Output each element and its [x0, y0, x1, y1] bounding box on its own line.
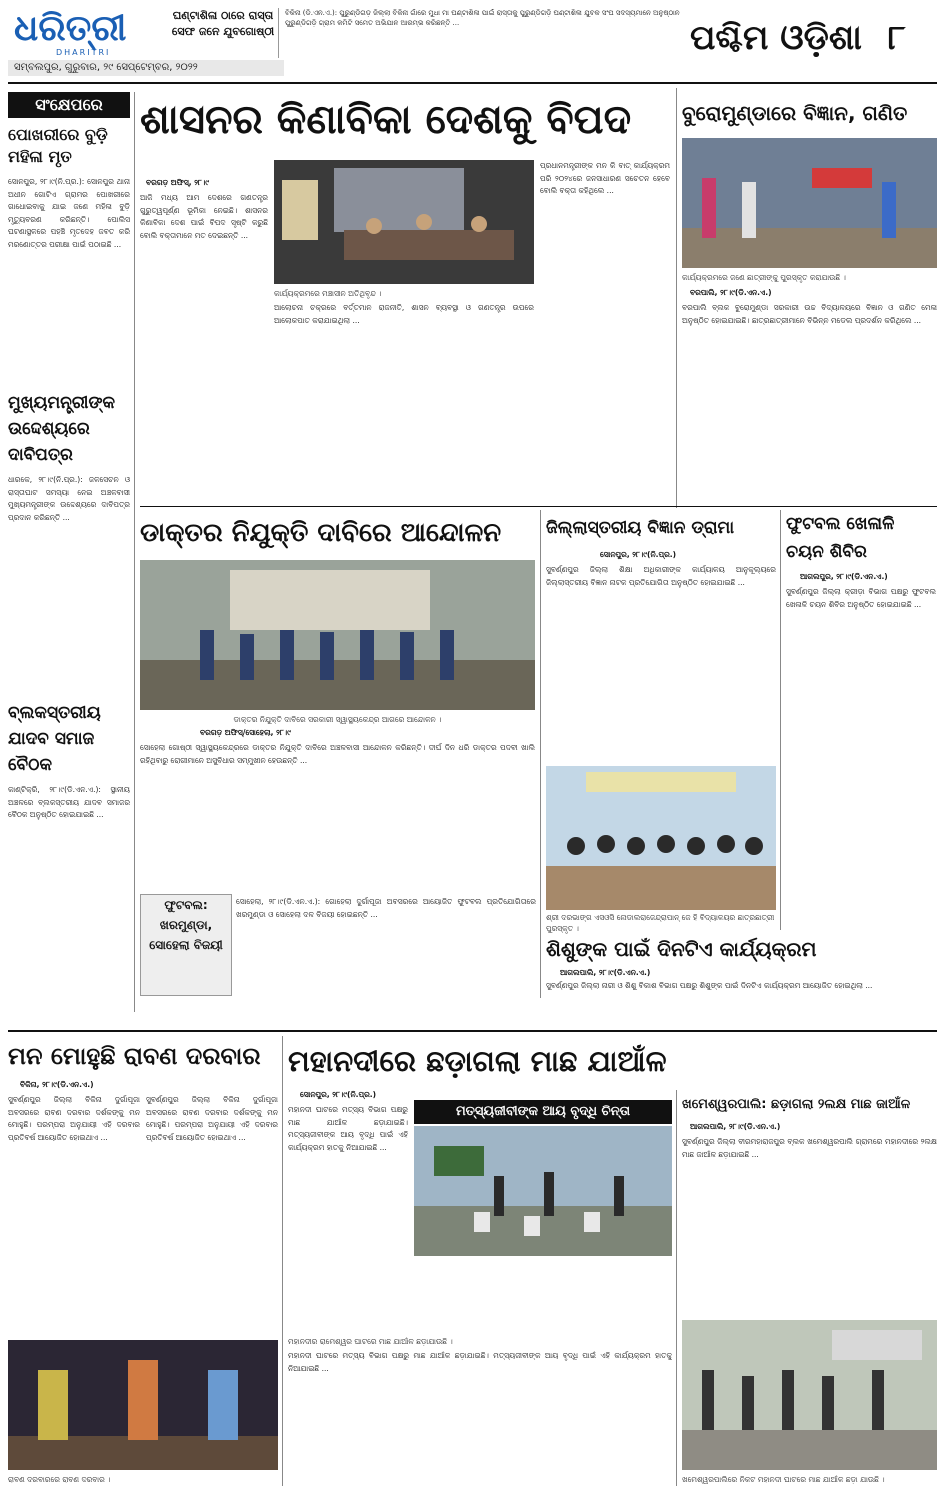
column-divider: [282, 1036, 283, 1486]
promo-box: ଘଣ୍ଟାଶିଳା ଠାରେ ରାସ୍ତା ସେଫ ଜନେ ଯୁବଗୋଷ୍ଠୀ: [168, 8, 279, 58]
khand-dateline: ଆଗଲପାଲି, ୨୮।୯(ଡି.ଏନ.ଏ.): [690, 1122, 781, 1131]
lead-photo: [274, 160, 534, 284]
brief-box-title: ସଂକ୍ଷେପରେ: [8, 92, 130, 118]
khand-body: ସୁବର୍ଣ୍ଣପୁର ଜିଲ୍ଲା ବୀରମହାରାଜପୁର ବ୍ଲକ ଖମେଶ୍ୱରପାଲି ଗ୍ରାମରେ ମହାନଦୀରେ ୨ଲକ୍ଷ ମାଛ ଜାଆଁଳ ଛଡ଼ାଯାଇଛି ...: [682, 1137, 937, 1159]
khand-photo: [682, 1320, 937, 1470]
lead-body-2: ଆଲୋଚନା ଚକ୍ରରେ ବର୍ତ୍ତମାନ ରାଜନୀତି, ଶାସନ ବ୍ୟବସ୍ଥା ଓ ଗଣତନ୍ତ୍ର ଉପରେ ଆଲୋକପାତ କରାଯାଇଥିଲା ...: [274, 303, 534, 325]
article-headline: ବ୍ଲକସ୍ତରୀୟ ଯାଦବ ସମାଜ ବୈଠକ: [8, 703, 101, 775]
fair-photo-caption: କାର୍ଯ୍ୟକ୍ରମରେ ଜଣେ ଛାତ୍ରୀଙ୍କୁ ପୁରସ୍କୃତ କରାଯାଉଛି ।: [682, 273, 846, 282]
lead-dateline: ବରଗଡ଼ ଅଫିସ୍, ୨୮।୯: [146, 178, 209, 187]
ravan-dateline: ବିକିନା, ୨୮।୯(ଡି.ଏନ.ଏ.): [20, 1080, 94, 1089]
football-body: ସୋହେଲା, ୨୮।୯(ଡି.ଏନ.ଏ.): ଗୋହେଲା ଦୁର୍ଗାପୂଜା ଅବସରରେ ଆୟୋଜିତ ଫୁଟବଲ ପ୍ରତିଯୋଗିତାରେ ଖରମୁଣ୍ଡା ଓ ସୋହେଲା ଦଳ ବିଜୟୀ ହୋଇଛନ୍ତି ...: [236, 897, 536, 919]
kids-body: ସୁବର୍ଣ୍ଣପୁର ଜିଲ୍ଲା ନାରୀ ଓ ଶିଶୁ ବିକାଶ ବିଭାଗ ପକ୍ଷରୁ ଶିଶୁଙ୍କ ପାଇଁ ଦିନଟିଏ କାର୍ଯ୍ୟକ୍ରମ ଆୟୋଜିତ ହୋଇଥିଲା ...: [546, 981, 873, 990]
khand-headline: ଖମେଶ୍ୱରପାଲି: ଛଡ଼ାଗଲା ୨ଲକ୍ଷ ମାଛ ଜାଆଁଳ: [682, 1097, 911, 1112]
doctor-body: ସୋହେଲା ଗୋଷ୍ଠୀ ସ୍ୱାସ୍ଥ୍ୟକେନ୍ଦ୍ରରେ ଡାକ୍ତର ନିଯୁକ୍ତି ଦାବିରେ ଅଞ୍ଚଳବାସୀ ଆନ୍ଦୋଳନ କରିଛନ୍ତି। ଦୀର୍ଘ ଦିନ ଧରି ଡାକ୍ତର ପଦବୀ ଖାଲି ରହିଥିବାରୁ ରୋଗୀମାନେ ଅସୁବିଧାର ସମ୍ମୁଖୀନ ହେଉଛନ୍ତି ...: [140, 743, 535, 765]
section-rule: [140, 506, 937, 507]
column-divider: [780, 510, 781, 930]
doctor-photo-caption: ଡାକ୍ତର ନିଯୁକ୍ତି ଦାବିରେ ସରକାରୀ ସ୍ୱାସ୍ଥ୍ୟକେନ୍ଦ୍ର ଆଗରେ ଆନ୍ଦୋଳନ ।: [233, 715, 442, 724]
ravan-photo-svg: [8, 1340, 278, 1470]
ravan-photo: [8, 1340, 278, 1470]
lead-photo-svg: [274, 160, 534, 284]
doctor-headline: ଡାକ୍ତର ନିଯୁକ୍ତି ଦାବିରେ ଆନ୍ଦୋଳନ: [140, 518, 502, 548]
fair-photo: [682, 138, 937, 268]
masthead-logo: [14, 8, 154, 58]
column-divider: [676, 88, 677, 508]
drama-dateline: ସୋନପୁର, ୨୮।୯(ନି.ପ୍ର.): [600, 550, 677, 559]
column-divider: [540, 510, 541, 998]
bottom-rule: [8, 1030, 937, 1032]
drama-photo-caption: ଶ୍ରୀ ଦରଭାଙ୍ଗ ଏସଓସି ନୋଡାଲରାଜେନ୍ଦ୍ରାପାନ୍ ଜେ ହି ବିଦ୍ୟାଳୟର ଛାତ୍ରଛାତ୍ରୀ ପୁରସ୍କୃତ ।: [546, 913, 775, 933]
fair-dateline: ବରପାଲି, ୨୮।୯(ଡି.ଏନ.ଏ.): [690, 288, 772, 297]
fair-headline: ବୁରୋମୁଣ୍ଡାରେ ବିଜ୍ଞାନ, ଗଣିତ: [682, 101, 908, 125]
doctor-photo-svg: [140, 560, 535, 710]
logo-text: ଧରିତ୍ରୀ: [14, 7, 127, 49]
drama-headline: ଜିଲ୍ଲାସ୍ତରୀୟ ବିଜ୍ଞାନ ଡ୍ରାମା: [546, 518, 735, 538]
lead-body-3: ପ୍ରଧାନମନ୍ତ୍ରୀଙ୍କ ମନ କି ବାତ୍ କାର୍ଯ୍ୟକ୍ରମ ପରି ୨୦୨୪ରେ ଜନସାଧାରଣ ସଚେତନ ହେବେ ବୋଲି ବକ୍ତା କହିଥିଲେ ...: [540, 161, 670, 196]
ravan-body-2: ସୁବର୍ଣ୍ଣପୁର ଜିଲ୍ଲା ବିକିନା ଦୁର୍ଗାପୂଜା ଅବସରରେ ରାବଣ ଦରବାର ଦର୍ଶକଙ୍କୁ ମନ ମୋହୁଛି। ପରମ୍ପରା ଅନୁଯାୟୀ ଏହି ଦରବାର ପ୍ରତିବର୍ଷ ଆୟୋଜିତ ହୋଇଥାଏ ...: [146, 1095, 278, 1142]
top-strip-story: ବିକିନା (ଡି.ଏନ.ଏ.): ପୁରୁଣ୍ଡିଗଡ଼ ଜିଲ୍ଲା ବିକିନା ଗାଁରେ ମୁଧା ମା ଘଣ୍ଟାଶିଳା ପାଇଁ ରାସ୍ତାକୁ ପୁରୁଣ୍ଡିଗଡ଼ି ଘଣ୍ଟାଶିଳା ଯୁବକ ସଂଘ ସଦସ୍ୟମାନେ ଅନୁଷ୍ଠାନ ପୁରୁଣ୍ଡିଗଡ଼ି ଗ୍ରାମ କମିଟି ସମେତ ଅଭିଯାନ ଆରମ୍ଭ କରିଛନ୍ତି ...: [285, 9, 680, 27]
ravan-headline: ମନ ମୋହୁଛି ରାବଣ ଦରବାର: [8, 1042, 261, 1070]
page-number: ୮: [887, 18, 906, 58]
ravan-photo-caption: ରାବଣ ଦରବାରରେ ରାବଣ ଦରବାର ।: [8, 1475, 111, 1484]
fish-body-2: ମହାନଦୀ ଘାଟରେ ମତ୍ସ୍ୟ ବିଭାଗ ପକ୍ଷରୁ ମାଛ ଯାଆଁଳ ଛଡ଼ାଯାଇଛି। ମତ୍ସ୍ୟଜୀବୀଙ୍କ ଆୟ ବୃଦ୍ଧି ପାଇଁ ଏହି କାର୍ଯ୍ୟକ୍ରମ ହାତକୁ ନିଆଯାଇଛି ...: [288, 1351, 672, 1373]
section-title: [690, 10, 935, 66]
fish-photo: [414, 1126, 672, 1256]
drama-photo-svg: [546, 766, 776, 910]
khand-photo-svg: [682, 1320, 937, 1470]
lead-photo-caption: କାର୍ଯ୍ୟକ୍ରମରେ ମଞ୍ଚାସୀନ ଅତିଥିବୃନ୍ଦ ।: [274, 289, 382, 298]
logo-subtitle: DHARITRI: [56, 48, 111, 57]
doctor-dateline: ବରଗଡ଼ ଅଫିସ୍/ସୋହେଲା, ୨୮।୯: [200, 728, 291, 737]
fish-body: ମହାନଦୀ ଘାଟରେ ମତ୍ସ୍ୟ ବିଭାଗ ପକ୍ଷରୁ ମାଛ ଯାଆଁଳ ଛଡ଼ାଯାଇଛି। ମତ୍ସ୍ୟଜୀବୀଙ୍କ ଆୟ ବୃଦ୍ଧି ପାଇଁ ଏହି କାର୍ଯ୍ୟକ୍ରମ ହାତକୁ ନିଆଯାଇଛି ...: [288, 1105, 408, 1152]
drama-body: ସୁବର୍ଣ୍ଣପୁର ଜିଲ୍ଲା ଶିକ୍ଷା ଅଧିକାରୀଙ୍କ କାର୍ଯ୍ୟାଳୟ ଆନୁକୂଲ୍ୟରେ ଜିଲ୍ଲାସ୍ତରୀୟ ବିଜ୍ଞାନ ନାଟକ ପ୍ରତିଯୋଗିତା ଅନୁଷ୍ଠିତ ହୋଇଯାଇଛି ...: [546, 565, 776, 587]
kids-headline: ଶିଶୁଙ୍କ ପାଇଁ ଦିନଟିଏ କାର୍ଯ୍ୟକ୍ରମ: [546, 937, 817, 961]
article-headline: ମୁଖ୍ୟମନ୍ତ୍ରୀଙ୍କ ଉଦ୍ଦେଶ୍ୟରେ ଦାବିପତ୍ର: [8, 393, 116, 465]
football-camp-body: ସୁବର୍ଣ୍ଣପୁର ଜିଲ୍ଲା କ୍ରୀଡ଼ା ବିଭାଗ ପକ୍ଷରୁ ଫୁଟବଲ ଖେଳାଳି ଚୟନ ଶିବିର ଅନୁଷ୍ଠିତ ହୋଇଯାଇଛି ...: [786, 587, 936, 609]
top-rule: [8, 82, 937, 84]
ravan-body: ସୁବର୍ଣ୍ଣପୁର ଜିଲ୍ଲା ବିକିନା ଦୁର୍ଗାପୂଜା ଅବସରରେ ରାବଣ ଦରବାର ଦର୍ଶକଙ୍କୁ ମନ ମୋହୁଛି। ପରମ୍ପରା ଅନୁଯାୟୀ ଏହି ଦରବାର ପ୍ରତିବର୍ଷ ଆୟୋଜିତ ହୋଇଥାଏ ...: [8, 1095, 140, 1142]
article-body: ସୋନପୁର, ୨୮।୯(ନି.ପ୍ର.): ସୋନପୁର ଥାନା ଅଧୀନ ଗୋଟିଏ ଗ୍ରାମର ପୋଖରୀରେ ଗାଧୋଇବାକୁ ଯାଇ ଜଣେ ମହିଳା ବୁଡ଼ି ମୃତ୍ୟୁବରଣ କରିଛନ୍ତି। ପୋଲିସ ଘଟଣାସ୍ଥଳରେ ପହଞ୍ଚି ମୃତଦେହ ଜବତ କରି ମରଣୋତ୍ତର ପରୀକ୍ଷା ପାଇଁ ପଠାଇଛି ...: [8, 177, 130, 249]
article-body: ଧାରକେ, ୨୮।୯(ନି.ପ୍ର.): ଜଳସେଚନ ଓ ରାସ୍ତାଘାଟ ସମସ୍ୟା ନେଇ ଅଞ୍ଚଳବାସୀ ମୁଖ୍ୟମନ୍ତ୍ରୀଙ୍କ ଉଦ୍ଦେଶ୍ୟରେ ଦାବିପତ୍ର ପ୍ରଦାନ କରିଛନ୍ତି ...: [8, 475, 130, 522]
football-camp-headline: ଫୁଟବଲ ଖେଳାଳି ଚୟନ ଶିବିର: [786, 514, 895, 562]
dateline-bar: ସମ୍ବଲପୁର, ଗୁରୁବାର, ୨୯ ସେପ୍ଟେମ୍ବର, ୨୦୨୨: [8, 60, 284, 76]
article-body: କାଣ୍ଟିକ୍ରି, ୨୮।୯(ଡି.ଏନ.ଏ.): ସ୍ଥାନୀୟ ଅଞ୍ଚଳରେ ବ୍ଲକସ୍ତରୀୟ ଯାଦବ ସମାଜର ବୈଠକ ଅନୁଷ୍ଠିତ ହୋଇଯାଇଛି ...: [8, 785, 130, 820]
fair-photo-svg: [682, 138, 937, 268]
fish-photo-svg: [414, 1126, 672, 1256]
fair-body: ବରପାଲି ବ୍ଲକ ବୁରୋମୁଣ୍ଡା ସରକାରୀ ଉଚ୍ଚ ବିଦ୍ୟାଳୟରେ ବିଜ୍ଞାନ ଓ ଗଣିତ ମେଳା ଅନୁଷ୍ଠିତ ହୋଇଯାଇଛି। ଛାତ୍ରଛାତ୍ରୀମାନେ ବିଭିନ୍ନ ମଡେଲ ପ୍ରଦର୍ଶନ କରିଥିଲେ ...: [682, 303, 937, 325]
article-headline: ପୋଖରୀରେ ବୁଡ଼ି ମହିଳା ମୃତ: [8, 125, 108, 166]
football-camp-dateline: ଆଗଲପୁର, ୨୮।୯(ଡି.ଏନ.ଏ.): [800, 572, 888, 581]
drama-photo: [546, 766, 776, 910]
kids-dateline: ଆଗଲପାଲି, ୨୮।୯(ଡି.ଏନ.ଏ.): [560, 968, 651, 977]
fish-dateline: ସୋନପୁର, ୨୮।୯(ନି.ପ୍ର.): [300, 1090, 377, 1099]
lead-body: ଆଜି ମଧ୍ୟ ଆମ ଦେଶରେ ଗଣତନ୍ତ୍ର ଗୁରୁତ୍ୱପୂର୍ଣ୍ଣ ଭୂମିକା ନେଇଛି। ଶାସନର କିଣାବିକା ଦେଶ ପାଇଁ ବିପଦ ସୃଷ୍ଟି କରୁଛି ବୋଲି ବକ୍ତାମାନେ ମତ ଦେଇଛନ୍ତି ...: [140, 193, 268, 240]
lead-headline: ଶାସନର କିଣାବିକା ଦେଶକୁ ବିପଦ: [140, 97, 632, 143]
khand-photo-caption: ଖମେଶ୍ୱରପାଲିରେ ନିକଟ ମହାନଦୀ ଘାଟରେ ମାଛ ଯାଆଁଳ ଛଡ଼ା ଯାଉଛି ।: [682, 1475, 885, 1484]
doctor-photo: [140, 560, 535, 710]
fish-photo-caption: ମହାନଦୀର ରାମେଶ୍ୱର ଘାଟରେ ମାଛ ଯାଆଁଳ ଛଡ଼ାଯାଉଛି ।: [288, 1337, 453, 1346]
section-title-text: ପଶ୍ଚିମ ଓଡ଼ିଶା: [690, 18, 862, 58]
fish-subhead: ମତ୍ସ୍ୟଜୀବୀଙ୍କ ଆୟ ବୃଦ୍ଧି ଚିନ୍ତା: [414, 1100, 672, 1124]
fish-headline: ମହାନଦୀରେ ଛଡ଼ାଗଲା ମାଛ ଯାଆଁଳ: [288, 1044, 667, 1078]
football-box: ଫୁଟବଲ: ଖରମୁଣ୍ଡା, ସୋହେଲା ବିଜୟୀ: [140, 894, 232, 996]
column-divider: [676, 1090, 677, 1486]
column-divider: [134, 92, 135, 1012]
